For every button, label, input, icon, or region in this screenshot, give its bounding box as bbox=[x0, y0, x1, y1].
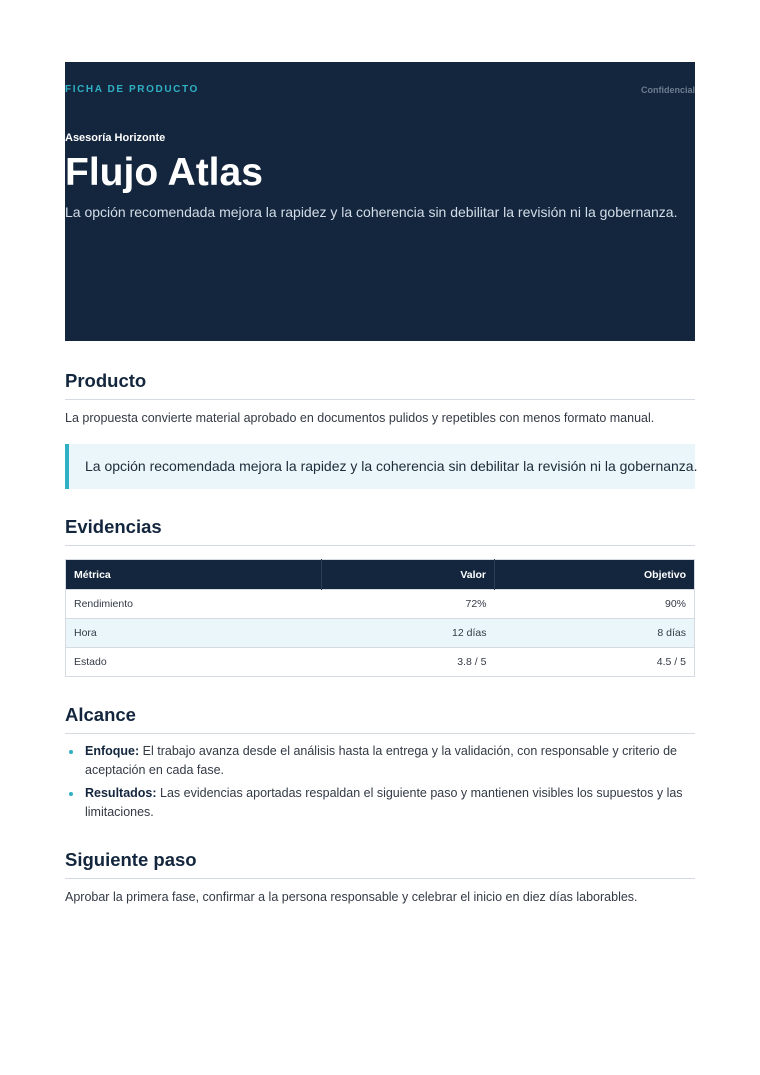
table-row bbox=[66, 619, 695, 648]
bullet-icon bbox=[69, 792, 73, 796]
cell-value: 3.8 / 5 bbox=[322, 648, 495, 677]
confidential-label: Confidencial bbox=[640, 85, 695, 95]
table-row bbox=[66, 590, 695, 619]
list-item-label: Enfoque: bbox=[85, 744, 140, 758]
list-item-text: El trabajo avanza desde el análisis hasta la entrega y la validación, con responsable y criterio de aceptación en cada fase. bbox=[85, 744, 677, 777]
table-row bbox=[66, 648, 695, 677]
column-header-metric: Métrica bbox=[66, 560, 322, 590]
column-header-value: Valor bbox=[322, 560, 495, 590]
cell-metric: Hora bbox=[66, 619, 322, 648]
list-item bbox=[65, 742, 695, 780]
cell-value: 12 días bbox=[322, 619, 495, 648]
document-kicker: FICHA DE PRODUCTO bbox=[65, 84, 199, 95]
cell-metric: Estado bbox=[66, 648, 322, 677]
table-header-row bbox=[66, 560, 695, 590]
cell-value: 72% bbox=[322, 590, 495, 619]
cell-target: 8 días bbox=[495, 619, 695, 648]
callout-text: La opción recomendada mejora la rapidez y la coherencia sin debilitar la revisión ni la gobernanza. bbox=[85, 458, 698, 474]
list-item-label: Resultados: bbox=[85, 786, 157, 800]
section-heading-evidencias: Evidencias bbox=[65, 516, 695, 546]
section-heading-producto: Producto bbox=[65, 370, 695, 400]
cell-metric: Rendimiento bbox=[66, 590, 322, 619]
scope-list bbox=[65, 742, 695, 826]
bullet-icon bbox=[69, 750, 73, 754]
next-step-text: Aprobar la primera fase, confirmar a la persona responsable y celebrar el inicio en diez días laborables. bbox=[65, 890, 638, 904]
page-subtitle: La opción recomendada mejora la rapidez y la coherencia sin debilitar la revisión ni la gobernanza. bbox=[65, 204, 678, 220]
section-heading-siguiente-paso: Siguiente paso bbox=[65, 849, 695, 879]
list-item-text: Las evidencias aportadas respaldan el siguiente paso y mantienen visibles los supuestos y las limitaciones. bbox=[85, 786, 683, 819]
list-item bbox=[65, 784, 695, 822]
page-title: Flujo Atlas bbox=[65, 151, 263, 194]
cell-target: 90% bbox=[495, 590, 695, 619]
producto-text: La propuesta convierte material aprobado en documentos pulidos y repetibles con menos formato manual. bbox=[65, 411, 655, 425]
hero-top-bar bbox=[65, 84, 695, 98]
evidence-table bbox=[65, 559, 695, 677]
section-heading-alcance: Alcance bbox=[65, 704, 695, 734]
column-header-target: Objetivo bbox=[495, 560, 695, 590]
hero-banner bbox=[65, 62, 695, 341]
cell-target: 4.5 / 5 bbox=[495, 648, 695, 677]
highlight-callout bbox=[65, 444, 698, 489]
organization-name: Asesoría Horizonte bbox=[65, 132, 166, 144]
